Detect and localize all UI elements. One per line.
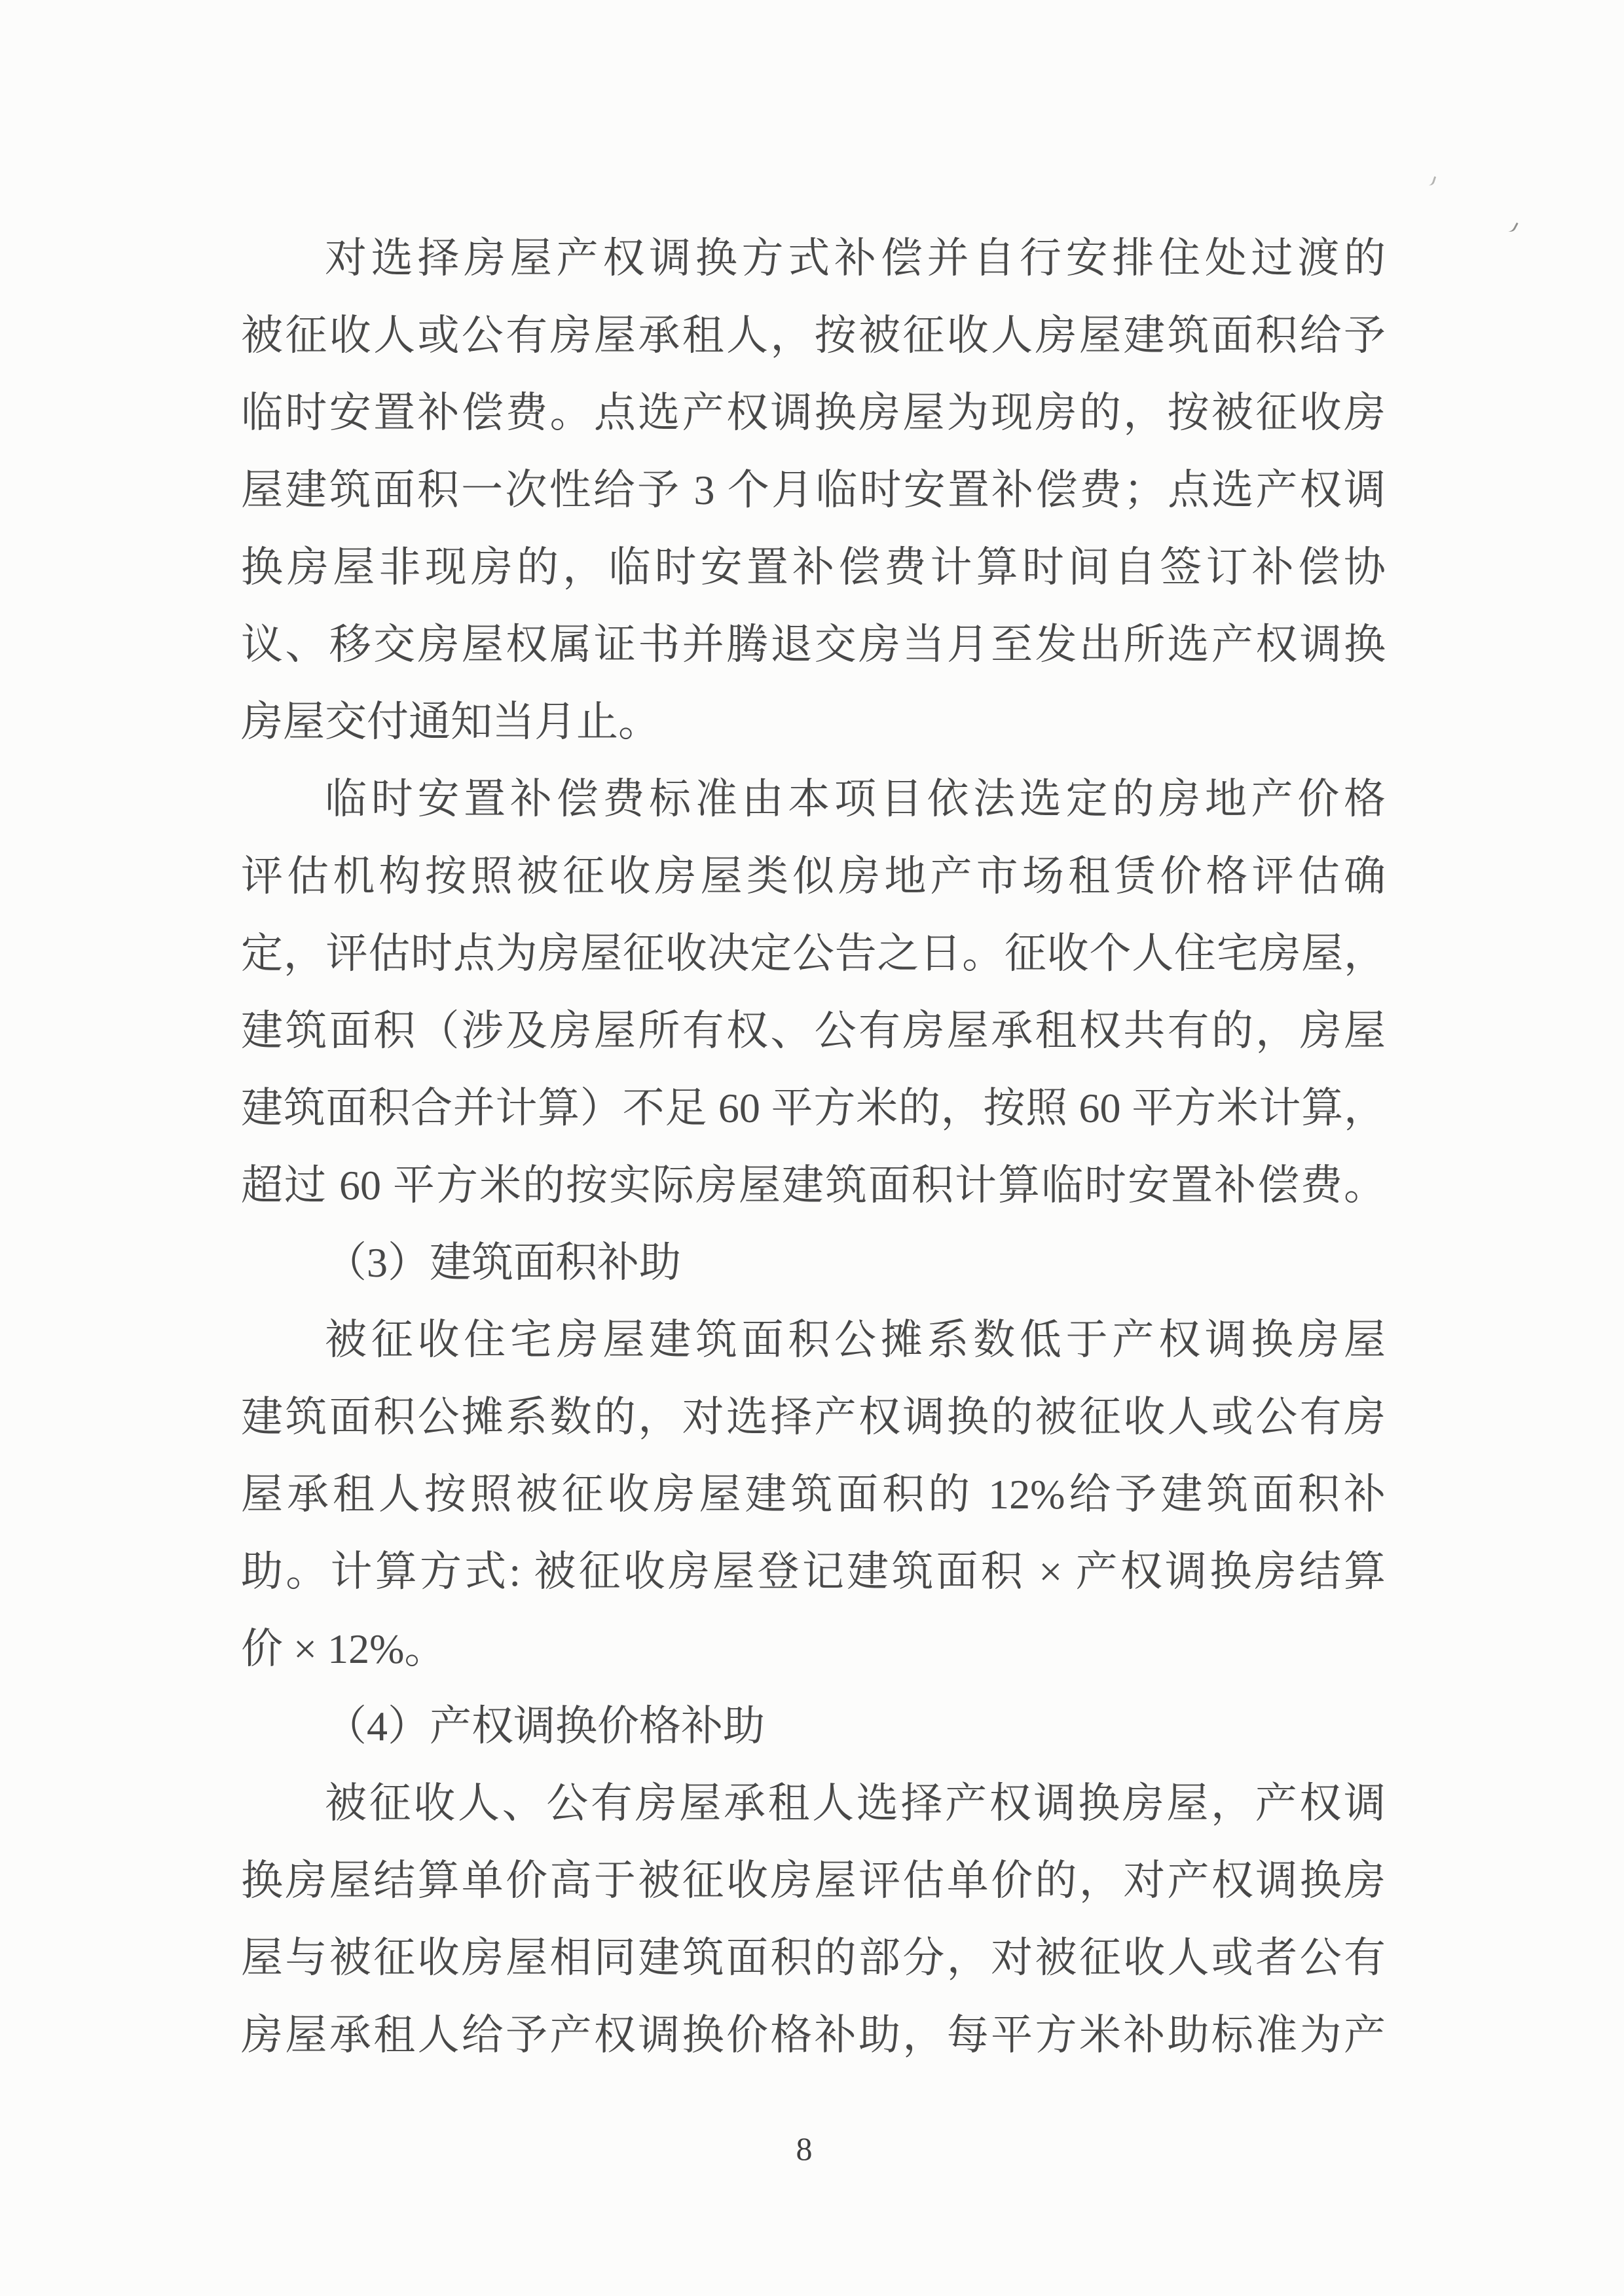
text-line: 换房屋非现房的，临时安置补偿费计算时间自签订补偿协	[241, 544, 1386, 591]
text-line: 房屋交付通知当月止。	[241, 699, 660, 745]
text-line: 助。计算方式: 被征收房屋登记建筑面积 × 产权调换房结算	[241, 1548, 1386, 1595]
text-line: 被征收人、公有房屋承租人选择产权调换房屋，产权调	[325, 1780, 1386, 1827]
text-line: 评估机构按照被征收房屋类似房地产市场租赁价格评估确	[241, 853, 1386, 900]
text-line: 屋承租人按照被征收房屋建筑面积的 12%给予建筑面积补	[241, 1471, 1386, 1518]
section-heading-4: （4）产权调换价格补助	[325, 1703, 765, 1749]
scan-speck-icon	[1507, 221, 1518, 234]
text-line: 超过 60 平方米的按实际房屋建筑面积计算临时安置补偿费。	[241, 1162, 1386, 1209]
text-line: 屋与被征收房屋相同建筑面积的部分，对被征收人或者公有	[241, 1935, 1386, 1981]
text-line: 建筑面积（涉及房屋所有权、公有房屋承租权共有的，房屋	[241, 1008, 1386, 1054]
text-line: 议、移交房屋权属证书并腾退交房当月至发出所选产权调换	[241, 621, 1386, 668]
text-line: 房屋承租人给予产权调换价格补助，每平方米补助标准为产	[241, 2012, 1386, 2058]
text-line: 被征收人或公有房屋承租人，按被征收人房屋建筑面积给予	[241, 312, 1386, 359]
text-line: 对选择房屋产权调换方式补偿并自行安排住处过渡的	[325, 235, 1386, 282]
text-line: 建筑面积合并计算）不足 60 平方米的，按照 60 平方米计算，	[241, 1085, 1386, 1131]
text-line: 建筑面积公摊系数的，对选择产权调换的被征收人或公有房	[241, 1394, 1386, 1440]
document-text-block	[241, 220, 1386, 2074]
text-line: 屋建筑面积一次性给予 3 个月临时安置补偿费；点选产权调	[241, 467, 1386, 513]
text-line: 价 × 12%。	[241, 1626, 447, 1672]
section-heading-3: （3）建筑面积补助	[325, 1239, 681, 1286]
text-line: 被征收住宅房屋建筑面积公摊系数低于产权调换房屋	[325, 1317, 1386, 1363]
text-line: 定，评估时点为房屋征收决定公告之日。征收个人住宅房屋，	[241, 930, 1386, 977]
page-number: 8	[796, 2130, 813, 2167]
text-line: 临时安置补偿费标准由本项目依法选定的房地产价格	[325, 776, 1386, 822]
text-line: 临时安置补偿费。点选产权调换房屋为现房的，按被征收房	[241, 390, 1386, 436]
scan-speck-icon	[1426, 175, 1436, 187]
text-line: 换房屋结算单价高于被征收房屋评估单价的，对产权调换房	[241, 1857, 1386, 1904]
